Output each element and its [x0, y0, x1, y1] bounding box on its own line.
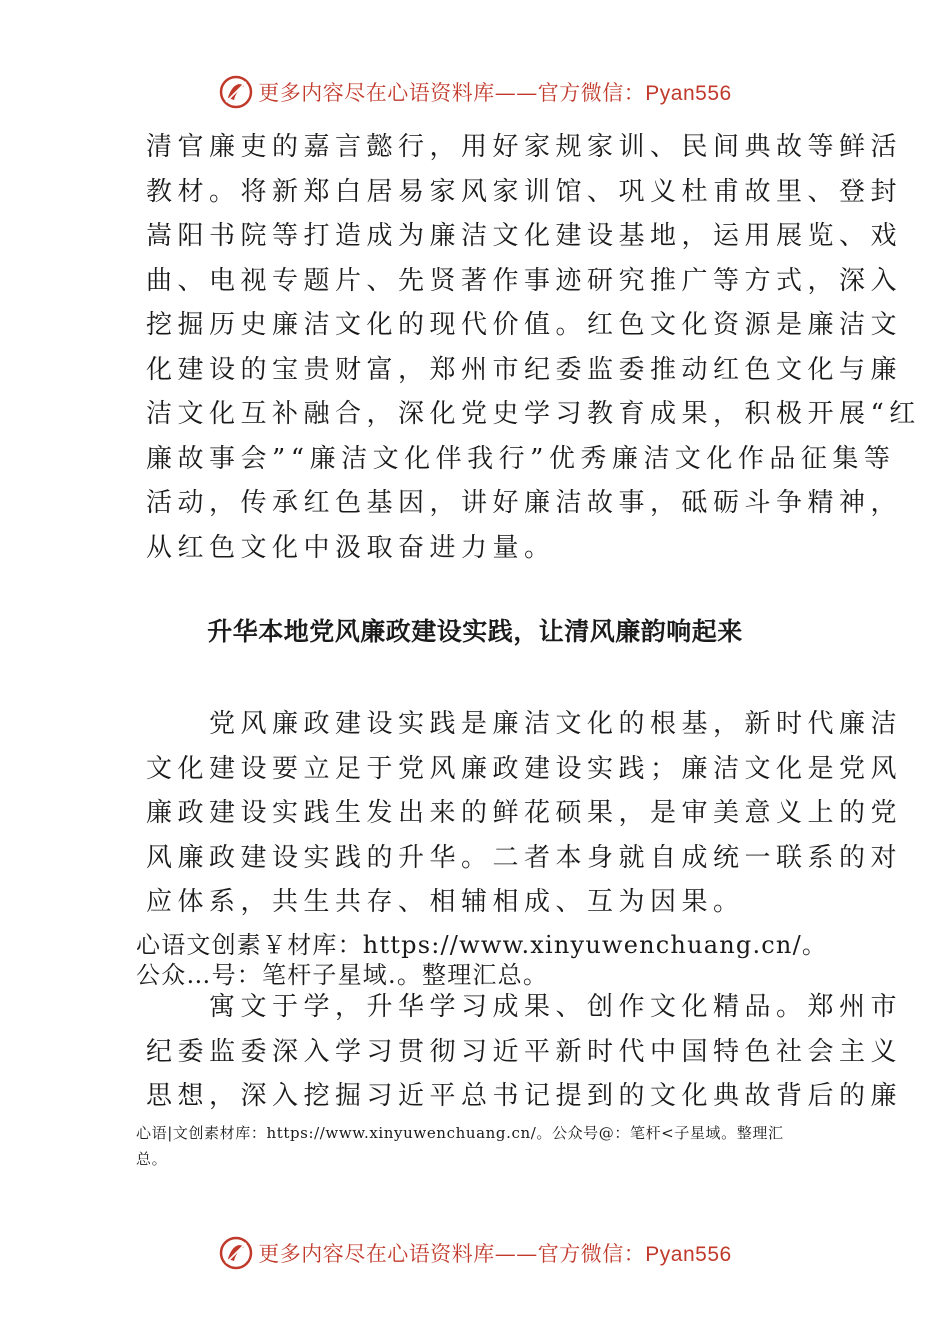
section-heading: 升华本地党风廉政建设实践，让清风廉韵响起来	[207, 617, 743, 646]
paragraph-line: 从红色文化中汲取奋进力量。	[146, 532, 556, 563]
logo-icon	[218, 1235, 254, 1271]
logo-icon	[218, 74, 254, 110]
banner-wechat-label: 官方微信：	[537, 1242, 646, 1266]
paragraph-line: 应体系，共生共存、相辅相成、互为因果。	[146, 887, 745, 917]
footnote-line-2: 总。	[136, 1150, 168, 1168]
footnote	[136, 1120, 826, 1172]
paragraph-line: 化建设的宝贵财富，郑州市纪委监委推动红色文化与廉	[146, 354, 903, 385]
footer-banner	[0, 1231, 950, 1275]
paragraph-line: 曲、电视专题片、先贤著作事迹研究推广等方式，深入	[146, 265, 903, 296]
banner-text	[258, 1238, 731, 1268]
paragraph-3	[146, 985, 903, 1119]
paragraph-line: 廉政建设实践生发出来的鲜花硕果，是审美意义上的党	[146, 798, 903, 828]
paragraph-line: 活动，传承红色基因，讲好廉洁故事，砥砺斗争精神，	[146, 488, 903, 518]
paragraph-line: 纪委监委深入学习贯彻习近平新时代中国特色社会主义	[146, 1036, 903, 1067]
paragraph-1	[146, 125, 921, 570]
banner-main: 更多内容尽在心语资料库	[258, 81, 495, 105]
banner-separator: ——	[494, 81, 538, 105]
watermark-line-1: 心语文创素￥材库：https://www.xinyuwenchuang.cn/。	[136, 931, 828, 959]
watermark-line-2: 公众…号：笔杆子星域.。整理汇总。	[136, 961, 549, 989]
header-banner	[0, 70, 950, 114]
banner-wechat-id: Pyan556	[645, 1243, 732, 1266]
paragraph-line: 党风廉政建设实践是廉洁文化的根基，新时代廉洁	[146, 709, 903, 739]
paragraph-line: 风廉政建设实践的升华。二者本身就自成统一联系的对	[146, 842, 903, 873]
paragraph-line: 廉故事会”“廉洁文化伴我行”优秀廉洁文化作品征集等	[146, 443, 896, 474]
banner-separator: ——	[494, 1242, 538, 1266]
banner-wechat-label: 官方微信：	[537, 81, 646, 105]
paragraph-line: 洁文化互补融合，深化党史学习教育成果，积极开展“红	[146, 399, 921, 429]
paragraph-line: 寓文于学，升华学习成果、创作文化精品。郑州市	[146, 992, 903, 1022]
paragraph-line: 思想，深入挖掘习近平总书记提到的文化典故背后的廉	[146, 1081, 903, 1111]
banner-text	[258, 77, 731, 107]
paragraph-line: 教材。将新郑白居易家风家训馆、巩义杜甫故里、登封	[146, 176, 903, 207]
paragraph-line: 挖掘历史廉洁文化的现代价值。红色文化资源是廉洁文	[146, 310, 903, 340]
paragraph-line: 嵩阳书院等打造成为廉洁文化建设基地，运用展览、戏	[146, 221, 903, 251]
paragraph-line: 清官廉吏的嘉言懿行，用好家规家训、民间典故等鲜活	[146, 132, 903, 162]
paragraph-line: 文化建设要立足于党风廉政建设实践；廉洁文化是党风	[146, 753, 903, 784]
footnote-line-1: 心语|文创素材库：https://www.xinyuwenchuang.cn/。公众号@：笔杆<子星域。整理汇	[136, 1124, 784, 1142]
banner-main: 更多内容尽在心语资料库	[258, 1242, 495, 1266]
banner-wechat-id: Pyan556	[645, 82, 732, 105]
paragraph-2	[146, 702, 903, 925]
